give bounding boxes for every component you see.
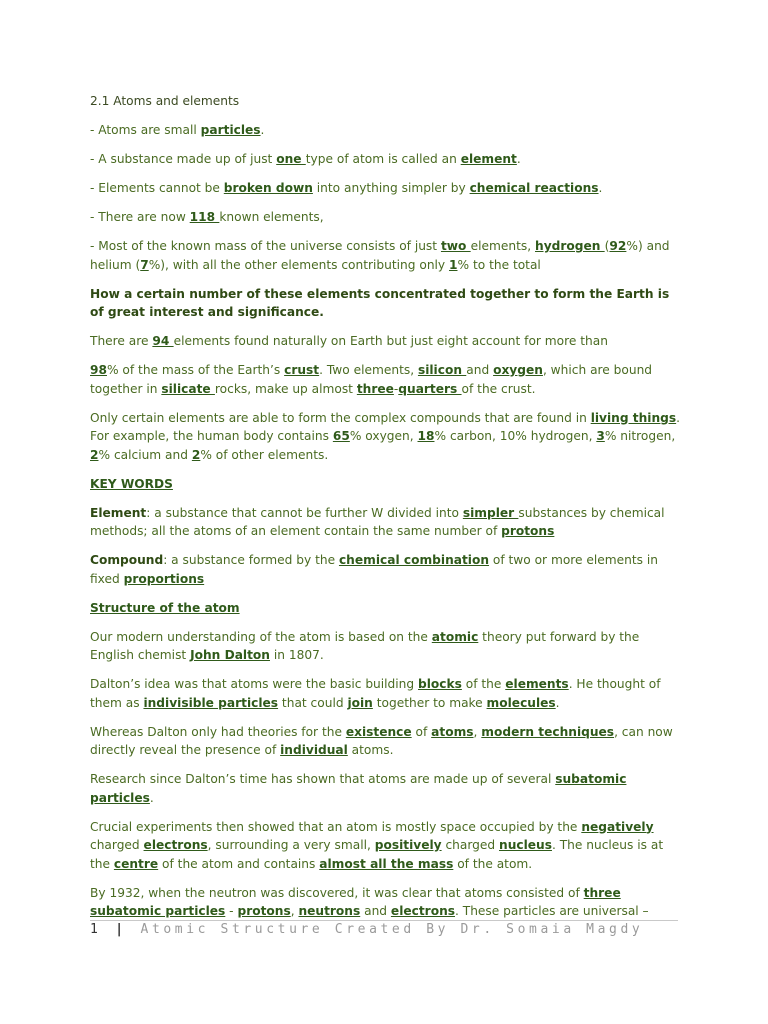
underlined-term: Structure of the atom: [90, 600, 240, 615]
paragraph: [90, 332, 682, 351]
text-run: There are: [90, 334, 153, 348]
underlined-term: indivisible particles: [143, 695, 279, 710]
underlined-term: electrons: [390, 904, 455, 918]
text-run: .: [598, 181, 603, 195]
text-run: % of the mass of the Earth’s: [106, 363, 285, 377]
text-run: charged: [441, 838, 500, 852]
text-run: of two or more elements in fixed: [90, 553, 658, 586]
underlined-term: element: [460, 152, 517, 166]
underlined-term: particles: [200, 123, 261, 137]
underlined-term: positively: [374, 838, 442, 852]
text-run: .: [516, 152, 521, 166]
text-run: rocks, make up almost: [214, 381, 357, 396]
underlined-term: crust: [284, 363, 320, 377]
text-run: - Most of the known mass of the universe consists of just: [90, 239, 441, 253]
paragraph: [90, 628, 682, 665]
underlined-term: broken down: [223, 181, 313, 195]
underlined-term: 1: [449, 257, 458, 272]
underlined-term: 3: [596, 429, 605, 443]
underlined-term: one: [276, 152, 306, 166]
underlined-term: individual: [280, 743, 348, 757]
underlined-term: protons: [237, 904, 291, 918]
text-run: together to make: [372, 695, 487, 710]
text-run: of: [411, 724, 432, 739]
underlined-term: 2: [90, 447, 99, 462]
underlined-term: silicate: [161, 381, 215, 396]
underlined-term: subatomic particles: [90, 772, 627, 805]
underlined-term: existence: [345, 724, 412, 739]
underlined-term: quarters: [398, 381, 462, 396]
text-run: % calcium and: [98, 447, 192, 462]
paragraph: [90, 150, 682, 169]
underlined-term: neutrons: [298, 904, 361, 918]
text-run: - A substance made up of just: [90, 152, 277, 166]
underlined-term: atomic: [431, 629, 479, 644]
underlined-term: proportions: [123, 571, 205, 586]
text-run: Our modern understanding of the atom is based on the: [90, 629, 432, 644]
text-run: of the: [461, 677, 506, 691]
text-run: Dalton’s idea was that atoms were the basic building: [90, 677, 419, 691]
underlined-term: hydrogen: [535, 239, 605, 253]
underlined-term: 7: [140, 257, 149, 272]
text-run: - There are now: [90, 210, 190, 224]
paragraph: [90, 818, 682, 874]
text-run: (: [604, 239, 610, 253]
text-run: .: [555, 695, 560, 710]
text-run: atoms.: [347, 743, 394, 757]
text-run: % nitrogen,: [604, 429, 676, 443]
underlined-term: join: [347, 695, 373, 710]
underlined-term: elements: [505, 677, 569, 691]
underlined-term: three subatomic particles: [90, 885, 621, 918]
underlined-term: 2: [191, 447, 201, 462]
underlined-term: modern techniques: [481, 724, 615, 739]
paragraph: [90, 208, 682, 227]
footer-separator: |: [115, 922, 124, 937]
underlined-term: molecules: [486, 695, 556, 710]
text-run: : a substance that cannot be further W divided into: [146, 505, 463, 520]
underlined-term: nucleus: [499, 838, 552, 852]
text-run: % of other elements.: [200, 447, 329, 462]
paragraph-list: [90, 121, 682, 921]
text-run: elements found naturally on Earth but just eight account for more than: [173, 334, 608, 348]
text-run: . For example, the human body contains: [90, 410, 681, 443]
page-footer: [90, 922, 643, 937]
underlined-term: KEY WORDS: [90, 476, 173, 491]
text-run: type of atom is called an: [305, 152, 461, 166]
page-number: 1: [90, 922, 98, 937]
section-heading: 2.1 Atoms and elements: [90, 94, 240, 108]
text-run: % carbon, 10% hydrogen,: [434, 429, 597, 443]
text-run: , which are bound together in: [90, 363, 653, 396]
paragraph: [90, 409, 682, 465]
bold-text: How a certain number of these elements concentrated together to form the Earth is of great interest and significance.: [90, 286, 670, 319]
paragraph: [90, 884, 682, 921]
paragraph: [90, 237, 682, 274]
text-run: -: [393, 381, 399, 396]
underlined-term: 94: [152, 334, 174, 348]
text-run: % to the total: [457, 257, 541, 272]
paragraph: [90, 121, 682, 140]
text-run: elements,: [470, 239, 536, 253]
text-run: . The nucleus is at the: [90, 838, 664, 871]
underlined-term: three: [356, 381, 394, 396]
text-run: into anything simpler by: [312, 181, 470, 195]
text-run: charged: [90, 838, 144, 852]
underlined-term: atoms: [431, 724, 474, 739]
text-run: in 1807.: [269, 648, 324, 662]
underlined-term: chemical reactions: [469, 181, 599, 195]
text-run: ,: [290, 904, 299, 918]
underlined-term: simpler: [462, 505, 519, 520]
text-run: Whereas Dalton only had theories for the: [90, 724, 346, 739]
bold-text: Element: [90, 505, 147, 520]
text-run: Crucial experiments then showed that an atom is mostly space occupied by the: [90, 819, 582, 834]
paragraph: [90, 770, 682, 807]
underlined-term: 118: [189, 210, 220, 224]
text-run: % oxygen,: [349, 429, 418, 443]
underlined-term: 98: [90, 363, 107, 377]
underlined-term: protons: [501, 524, 555, 538]
underlined-term: 92: [609, 239, 627, 253]
text-run: %), with all the other elements contributing only: [148, 257, 450, 272]
text-run: , surrounding a very small,: [207, 838, 375, 852]
text-run: -: [225, 904, 238, 918]
underlined-term: electrons: [143, 838, 208, 852]
text-run: .: [149, 790, 154, 805]
text-run: and: [466, 363, 494, 377]
text-run: - Atoms are small: [90, 123, 201, 137]
underlined-term: oxygen: [493, 363, 543, 377]
text-run: , can now directly reveal the presence of: [90, 724, 673, 757]
text-run: : a substance formed by the: [163, 553, 339, 567]
underlined-term: living things: [590, 410, 677, 425]
text-run: - Elements cannot be: [90, 181, 224, 195]
underlined-term: John Dalton: [190, 648, 270, 662]
underlined-term: 18: [417, 429, 435, 443]
paragraph: [90, 361, 682, 398]
underlined-term: chemical combination: [338, 553, 490, 567]
text-run: By 1932, when the neutron was discovered, it was clear that atoms consisted of: [90, 885, 584, 900]
paragraph: [90, 504, 682, 541]
text-run: ,: [473, 724, 482, 739]
text-run: substances by chemical methods; all the atoms of an element contain the same number of: [90, 505, 665, 538]
text-run: . These particles are universal –: [455, 904, 649, 918]
text-run: Only certain elements are able to form the complex compounds that are found in: [90, 410, 591, 425]
paragraph: [90, 599, 682, 618]
text-run: of the atom.: [453, 856, 533, 871]
underlined-term: negatively: [581, 819, 654, 834]
bold-text: Compound: [90, 553, 164, 567]
text-run: Research since Dalton’s time has shown that atoms are made up of several: [90, 772, 556, 786]
text-run: and: [360, 904, 391, 918]
paragraph: [90, 475, 682, 494]
document-body: [90, 92, 682, 931]
paragraph: [90, 723, 682, 760]
text-run: %) and helium (: [90, 239, 670, 272]
footer-text: Atomic Structure Created By Dr. Somaia Magdy: [140, 922, 644, 937]
paragraph: [90, 179, 682, 198]
paragraph: [90, 551, 682, 588]
footer-divider: [90, 920, 678, 921]
text-run: known elements,: [219, 210, 324, 224]
text-run: theory put forward by the English chemist: [90, 629, 640, 662]
paragraph: [90, 675, 682, 712]
text-run: that could: [278, 695, 348, 710]
text-run: . He thought of them as: [90, 677, 661, 710]
underlined-term: 65: [332, 429, 350, 443]
underlined-term: two: [440, 239, 471, 253]
text-run: of the crust.: [461, 381, 536, 396]
text-run: of the atom and contains: [158, 856, 320, 871]
text-run: . Two elements,: [319, 363, 418, 377]
underlined-term: silicon: [417, 363, 467, 377]
underlined-term: almost all the mass: [319, 856, 454, 871]
text-run: .: [260, 123, 265, 137]
underlined-term: blocks: [418, 677, 462, 691]
paragraph: [90, 285, 682, 322]
underlined-term: centre: [113, 856, 159, 871]
